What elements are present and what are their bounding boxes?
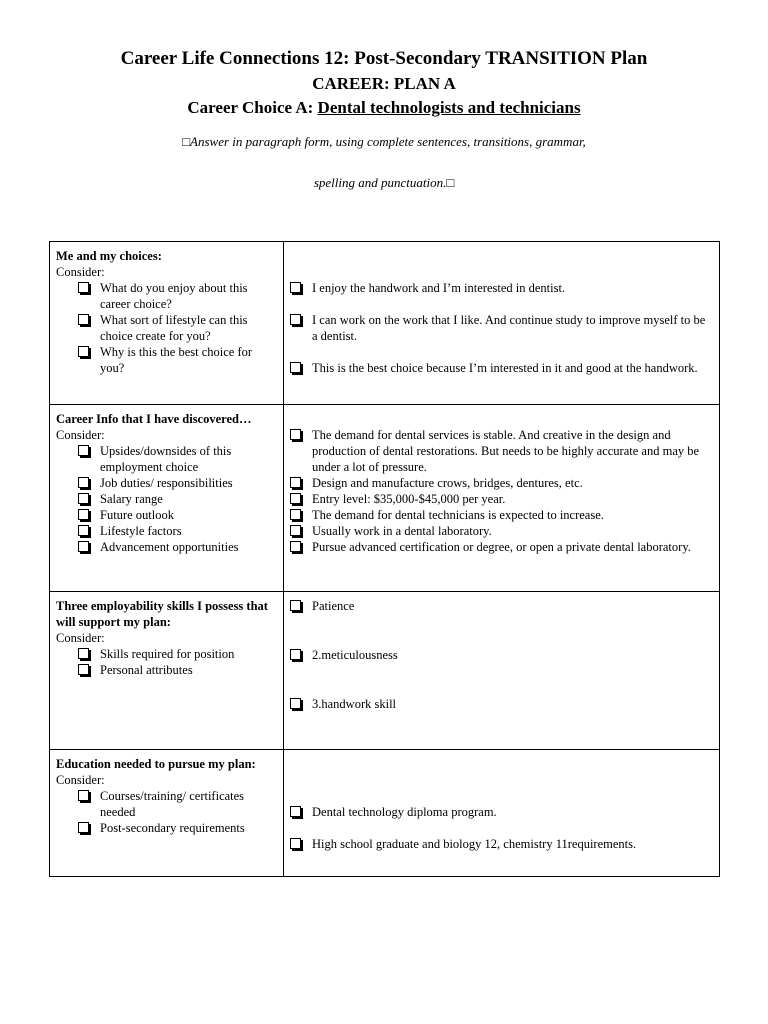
row-heading: Me and my choices: xyxy=(56,249,162,263)
list-item xyxy=(78,443,277,475)
table-row xyxy=(50,592,720,750)
row-prompt-cell xyxy=(50,405,284,592)
checkbox-icon xyxy=(290,509,301,520)
answer-text: 3.handwork skill xyxy=(312,697,397,711)
list-item xyxy=(78,344,277,376)
checkbox-icon xyxy=(290,282,301,293)
list-item xyxy=(78,539,277,555)
answer-text: Design and manufacture crows, bridges, dentures, etc. xyxy=(312,476,583,490)
table-row xyxy=(50,405,720,592)
prompt-text: Future outlook xyxy=(100,508,174,522)
prompt-text: Why is this the best choice for you? xyxy=(100,345,253,375)
prompt-list xyxy=(56,280,277,376)
prompt-text: Skills required for position xyxy=(100,647,235,661)
list-item xyxy=(290,427,713,475)
prompt-text: Personal attributes xyxy=(100,663,193,677)
answer-text: Usually work in a dental laboratory. xyxy=(312,524,492,538)
list-item xyxy=(78,646,277,662)
row-answer-cell xyxy=(284,592,720,750)
list-item xyxy=(78,280,277,312)
answer-text: High school graduate and biology 12, chemistry 11requirements. xyxy=(312,837,637,851)
row-answer-cell xyxy=(284,750,720,877)
checkbox-icon xyxy=(290,314,301,325)
prompt-text: Advancement opportunities xyxy=(100,540,239,554)
answer-text: The demand for dental services is stable. And creative in the design and production of dental restorations. But needs to be highly accurate and may be under a lot of pressure. xyxy=(312,428,700,474)
list-item xyxy=(78,788,277,820)
prompt-list xyxy=(56,646,277,678)
list-item xyxy=(290,475,713,491)
list-item xyxy=(290,523,713,539)
list-item xyxy=(290,647,713,663)
prompt-list xyxy=(56,788,277,836)
career-choice-heading xyxy=(0,97,768,119)
plan-subtitle: CAREER: PLAN A xyxy=(312,74,456,93)
answer-list xyxy=(290,804,713,852)
checkbox-icon xyxy=(290,649,301,660)
checkbox-icon xyxy=(78,282,89,293)
list-item xyxy=(290,696,713,712)
row-heading: Education needed to pursue my plan: xyxy=(56,757,256,771)
list-item xyxy=(290,836,713,852)
career-choice-prefix: Career Choice A: xyxy=(187,98,318,117)
list-item xyxy=(290,598,713,614)
prompt-text: Salary range xyxy=(100,492,163,506)
row-prompt-cell xyxy=(50,242,284,405)
checkbox-icon xyxy=(78,509,89,520)
row-prompt-cell xyxy=(50,592,284,750)
row-answer-cell xyxy=(284,242,720,405)
list-item xyxy=(290,804,713,820)
answer-text: The demand for dental technicians is expected to increase. xyxy=(312,508,604,522)
table-row xyxy=(50,750,720,877)
consider-label: Consider: xyxy=(56,428,105,442)
consider-label: Consider: xyxy=(56,773,105,787)
answer-text: Patience xyxy=(312,599,355,613)
checkbox-icon xyxy=(78,664,89,675)
career-choice-name: Dental technologists and technicians xyxy=(317,98,581,117)
document-title: Career Life Connections 12: Post-Secondary TRANSITION Plan xyxy=(120,48,648,69)
row-prompt-cell xyxy=(50,750,284,877)
prompt-text: What sort of lifestyle can this choice create for you? xyxy=(100,313,248,343)
list-item xyxy=(290,539,713,555)
list-item xyxy=(78,491,277,507)
checkbox-icon xyxy=(78,541,89,552)
answer-list xyxy=(290,280,713,376)
list-item xyxy=(78,523,277,539)
list-item xyxy=(290,360,713,376)
answer-list xyxy=(290,427,713,555)
answer-list xyxy=(290,598,713,712)
checkbox-icon xyxy=(78,314,89,325)
checkbox-icon xyxy=(78,346,89,357)
checkbox-icon xyxy=(290,698,301,709)
answer-text: I can work on the work that I like. And continue study to improve myself to be a dentist. xyxy=(312,313,706,343)
consider-label: Consider: xyxy=(56,631,105,645)
answer-text: 2.meticulousness xyxy=(312,648,398,662)
checkbox-icon xyxy=(78,822,89,833)
checkbox-icon xyxy=(290,806,301,817)
checkbox-icon xyxy=(78,790,89,801)
list-item xyxy=(290,507,713,523)
list-item xyxy=(290,312,713,344)
prompt-text: Lifestyle factors xyxy=(100,524,182,538)
prompt-list xyxy=(56,443,277,555)
table-row xyxy=(50,242,720,405)
list-item xyxy=(78,507,277,523)
row-heading: Career Info that I have discovered… xyxy=(56,412,252,426)
answer-text: I enjoy the handwork and I’m interested in dentist. xyxy=(312,281,566,295)
row-heading: Three employability skills I possess that will support my plan: xyxy=(56,599,268,629)
list-item xyxy=(78,662,277,678)
list-item xyxy=(78,312,277,344)
list-item xyxy=(290,491,713,507)
answer-text: This is the best choice because I’m interested in it and good at the handwork. xyxy=(312,361,698,375)
prompt-text: Job duties/ responsibilities xyxy=(100,476,233,490)
checkbox-icon xyxy=(290,600,301,611)
checkbox-icon xyxy=(78,445,89,456)
checkbox-icon xyxy=(78,493,89,504)
answer-text: Entry level: $35,000-$45,000 per year. xyxy=(312,492,506,506)
prompt-text: Courses/training/ certificates needed xyxy=(100,789,245,819)
list-item xyxy=(78,820,277,836)
checkbox-icon xyxy=(290,362,301,373)
list-item xyxy=(78,475,277,491)
checkbox-icon xyxy=(78,648,89,659)
answer-text: Dental technology diploma program. xyxy=(312,805,497,819)
answer-text: Pursue advanced certification or degree, or open a private dental laboratory. xyxy=(312,540,691,554)
checkbox-icon xyxy=(290,541,301,552)
checkbox-icon xyxy=(290,838,301,849)
instruction-line-1: □Answer in paragraph form, using complete sentences, transitions, grammar, xyxy=(182,134,586,149)
checkbox-icon xyxy=(290,525,301,536)
checkbox-icon xyxy=(290,477,301,488)
prompt-text: Upsides/downsides of this employment choice xyxy=(100,444,232,474)
list-item xyxy=(290,280,713,296)
row-answer-cell xyxy=(284,405,720,592)
checkbox-icon xyxy=(290,429,301,440)
transition-plan-table xyxy=(49,241,720,877)
prompt-text: Post-secondary requirements xyxy=(100,821,245,835)
checkbox-icon xyxy=(78,525,89,536)
checkbox-icon xyxy=(78,477,89,488)
consider-label: Consider: xyxy=(56,265,105,279)
instruction-line-2: spelling and punctuation.□ xyxy=(313,175,455,190)
checkbox-icon xyxy=(290,493,301,504)
prompt-text: What do you enjoy about this career choice? xyxy=(100,281,248,311)
